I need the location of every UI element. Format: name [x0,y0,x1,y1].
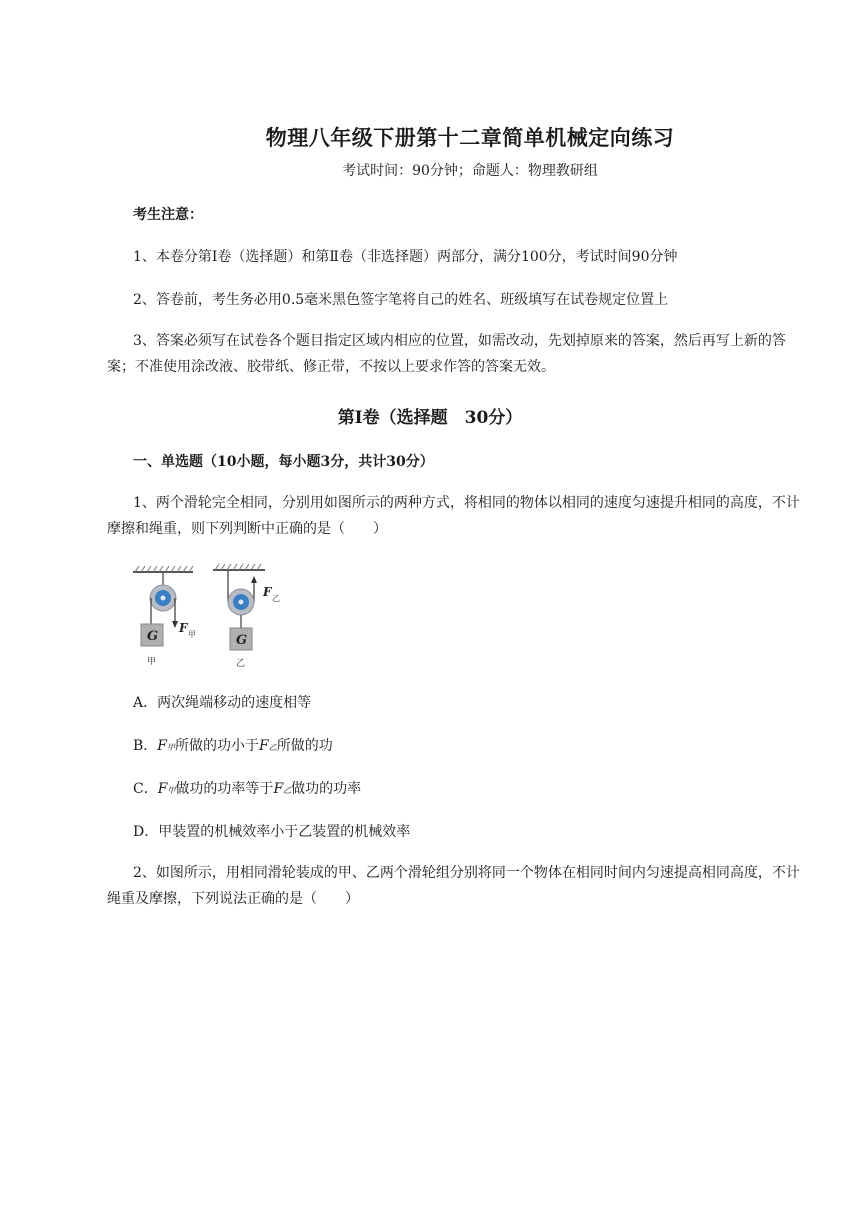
svg-text:乙: 乙 [236,659,246,669]
svg-text:甲: 甲 [147,657,157,667]
option-b [133,736,333,758]
svg-text:G: G [236,633,248,648]
option-c-prefix: C． [133,781,158,797]
option-c-suffix: 做功的功率 [291,781,362,797]
option-c [133,779,361,801]
option-a: A．两次绳端移动的速度相等 [133,695,312,711]
f-yi-symbol: F [259,738,269,754]
f-yi-symbol: F [273,781,284,797]
svg-text:F: F [179,621,188,635]
question-2-stem: 2、如图所示，用相同滑轮装成的甲、乙两个滑轮组分别将同一个物体在相同时间内匀速提高相同高度，不计绳重及摩擦，下列说法正确的是（ ） [107,865,800,907]
pulley-diagram [125,560,335,672]
section-title: 第Ⅰ卷（选择题 30分） [337,408,523,428]
notice-item-1: 1、本卷分第Ⅰ卷（选择题）和第Ⅱ卷（非选择题）两部分，满分100分，考试时间90分钟 [133,249,678,265]
notice-heading: 考生注意： [133,207,203,223]
option-b-prefix: B． [133,738,158,754]
question-1-stem: 1、两个滑轮完全相同，分别用如图所示的两种方式，将相同的物体以相同的速度匀速提升相同的高度，不计摩擦和绳重，则下列判断中正确的是（ ） [107,495,800,537]
f-jia-symbol: F [157,781,168,797]
f-jia-subscript: 甲 [167,743,176,752]
fixed-pulley-setup [133,566,196,667]
option-c-mid: 做功的功率等于 [175,781,274,797]
f-yi-subscript: 乙 [268,743,277,752]
option-b-suffix: 所做的功 [276,738,333,754]
movable-pulley-setup [213,564,280,669]
svg-text:F: F [263,585,272,599]
pulley-figure [125,560,335,672]
part-heading: 一、单选题（10小题，每小题3分，共计30分） [133,454,434,470]
notice-item-2: 2、答卷前，考生务必用0.5毫米黑色签字笔将自己的姓名、班级填写在试卷规定位置上 [133,292,669,308]
f-yi-subscript: 乙 [283,786,292,795]
page-subtitle: 考试时间：90分钟；命题人：物理教研组 [342,163,598,179]
f-jia-subscript: 甲 [167,786,176,795]
svg-text:乙: 乙 [272,594,280,603]
svg-text:G: G [147,629,159,644]
option-d: D．甲装置的机械效率小于乙装置的机械效率 [133,824,411,840]
f-jia-symbol: F [157,738,168,754]
notice-item-3: 3、答案必须写在试卷各个题目指定区域内相应的位置，如需改动，先划掉原来的答案，然后再写上新的答案；不准使用涂改液、胶带纸、修正带，不按以上要求作答的答案无效。 [107,333,786,375]
svg-text:甲: 甲 [188,630,196,639]
page-title: 物理八年级下册第十二章简单机械定向练习 [265,125,675,150]
option-b-mid: 所做的功小于 [175,738,260,754]
